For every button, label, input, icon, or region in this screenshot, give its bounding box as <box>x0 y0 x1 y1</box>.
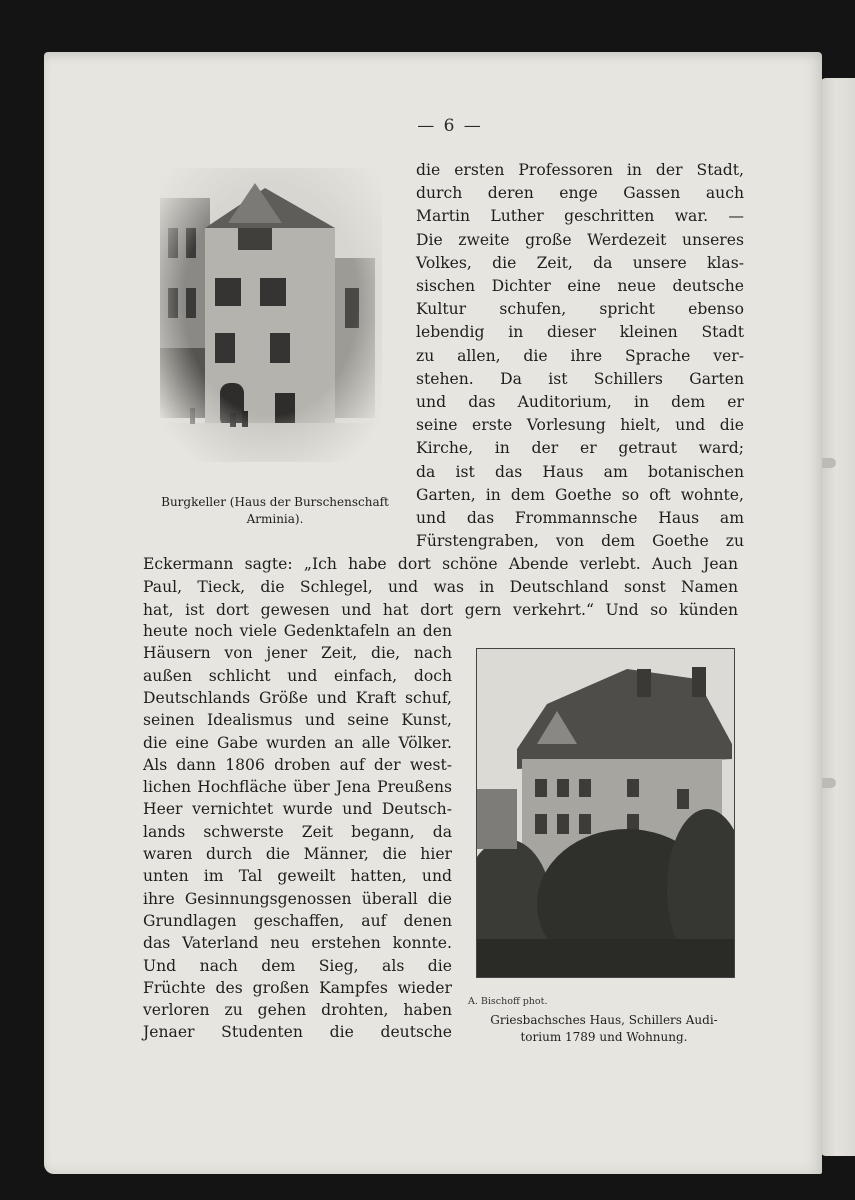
text-line: lands schwerste Zeit begann, da <box>143 822 452 841</box>
text-line: und das Auditorium, in dem er <box>416 393 744 411</box>
caption-line: Griesbachsches Haus, Schillers Audi- <box>490 1013 718 1027</box>
text-line: Martin Luther geschritten war. — <box>416 207 744 226</box>
text-line: da ist das Haus am botanischen <box>416 462 744 481</box>
text-line: seinen Idealismus und seine Kunst, <box>143 711 452 730</box>
text-line: waren durch die Männer, die hier <box>143 845 452 863</box>
text-line: Deutschlands Größe und Kraft schuf, <box>143 688 452 707</box>
text-line: Die zweite große Werdezeit unseres <box>416 230 744 249</box>
text-line: ihre Gesinnungsgenossen überall die <box>143 889 452 908</box>
text-line: Grundlagen geschaffen, auf denen <box>143 911 452 930</box>
text-line: die ersten Professoren in der Stadt, <box>416 161 744 179</box>
next-page-edge <box>820 78 855 1156</box>
text-line: Volkes, die Zeit, da unsere klas- <box>416 253 744 272</box>
text-line: hat, ist dort gewesen und hat dort gern verkehrt.“ Und so künden <box>143 601 738 620</box>
page-fold-mark <box>822 778 836 788</box>
burgkeller-photo <box>160 168 382 462</box>
text-line: Garten, in dem Goethe so oft wohnte, <box>416 485 744 504</box>
text-line: lebendig in dieser kleinen Stadt <box>416 323 744 342</box>
text-line: das Vaterland neu erstehen konnte. <box>143 934 452 953</box>
text-line: außen schlicht und einfach, doch <box>143 666 452 685</box>
caption-line: Burgkeller (Haus der Burschenschaft <box>161 495 389 509</box>
text-line: unten im Tal geweilt hatten, und <box>143 867 452 886</box>
text-line: die eine Gabe wurden an alle Völker. <box>143 733 452 752</box>
griesbachsches-haus-caption <box>466 1012 742 1046</box>
text-line: verloren zu gehen drohten, haben <box>143 1001 452 1020</box>
text-line: Häusern von jener Zeit, die, nach <box>143 644 452 663</box>
page-number: — 6 — <box>417 116 483 136</box>
griesbachsches-haus-photo <box>476 648 735 978</box>
text-line: lichen Hochfläche über Jena Preußens <box>143 778 452 797</box>
text-line: heute noch viele Gedenktafeln an den <box>143 622 452 640</box>
caption-line: Arminia). <box>246 512 304 526</box>
page-fold-mark <box>822 458 836 468</box>
text-line: Heer vernichtet wurde und Deutsch- <box>143 800 452 819</box>
text-line: Kultur schufen, spricht ebenso <box>416 300 744 319</box>
text-line: Und nach dem Sieg, als die <box>143 956 452 975</box>
text-line: Fürstengraben, von dem Goethe zu <box>416 532 744 551</box>
text-line: zu allen, die ihre Sprache ver- <box>416 346 744 365</box>
text-line: Früchte des großen Kampfes wieder <box>143 978 452 997</box>
text-line: seine erste Vorlesung hielt, und die <box>416 416 744 435</box>
caption-line: torium 1789 und Wohnung. <box>520 1030 688 1044</box>
burgkeller-caption <box>140 494 410 528</box>
text-line: durch deren enge Gassen auch <box>416 184 744 203</box>
text-line: Jenaer Studenten die deutsche <box>143 1023 452 1042</box>
text-line: und das Frommannsche Haus am <box>416 509 744 527</box>
text-line: stehen. Da ist Schillers Garten <box>416 369 744 388</box>
photo-credit: A. Bischoff phot. <box>468 996 548 1007</box>
text-line: sischen Dichter eine neue deutsche <box>416 277 744 295</box>
text-line: Eckermann sagte: „Ich habe dort schöne Abende verlebt. Auch Jean <box>143 555 738 573</box>
text-line: Als dann 1806 droben auf der west- <box>143 755 452 774</box>
text-line: Kirche, in der er getraut ward; <box>416 439 744 458</box>
text-line: Paul, Tieck, die Schlegel, und was in Deutschland sonst Namen <box>143 578 738 597</box>
